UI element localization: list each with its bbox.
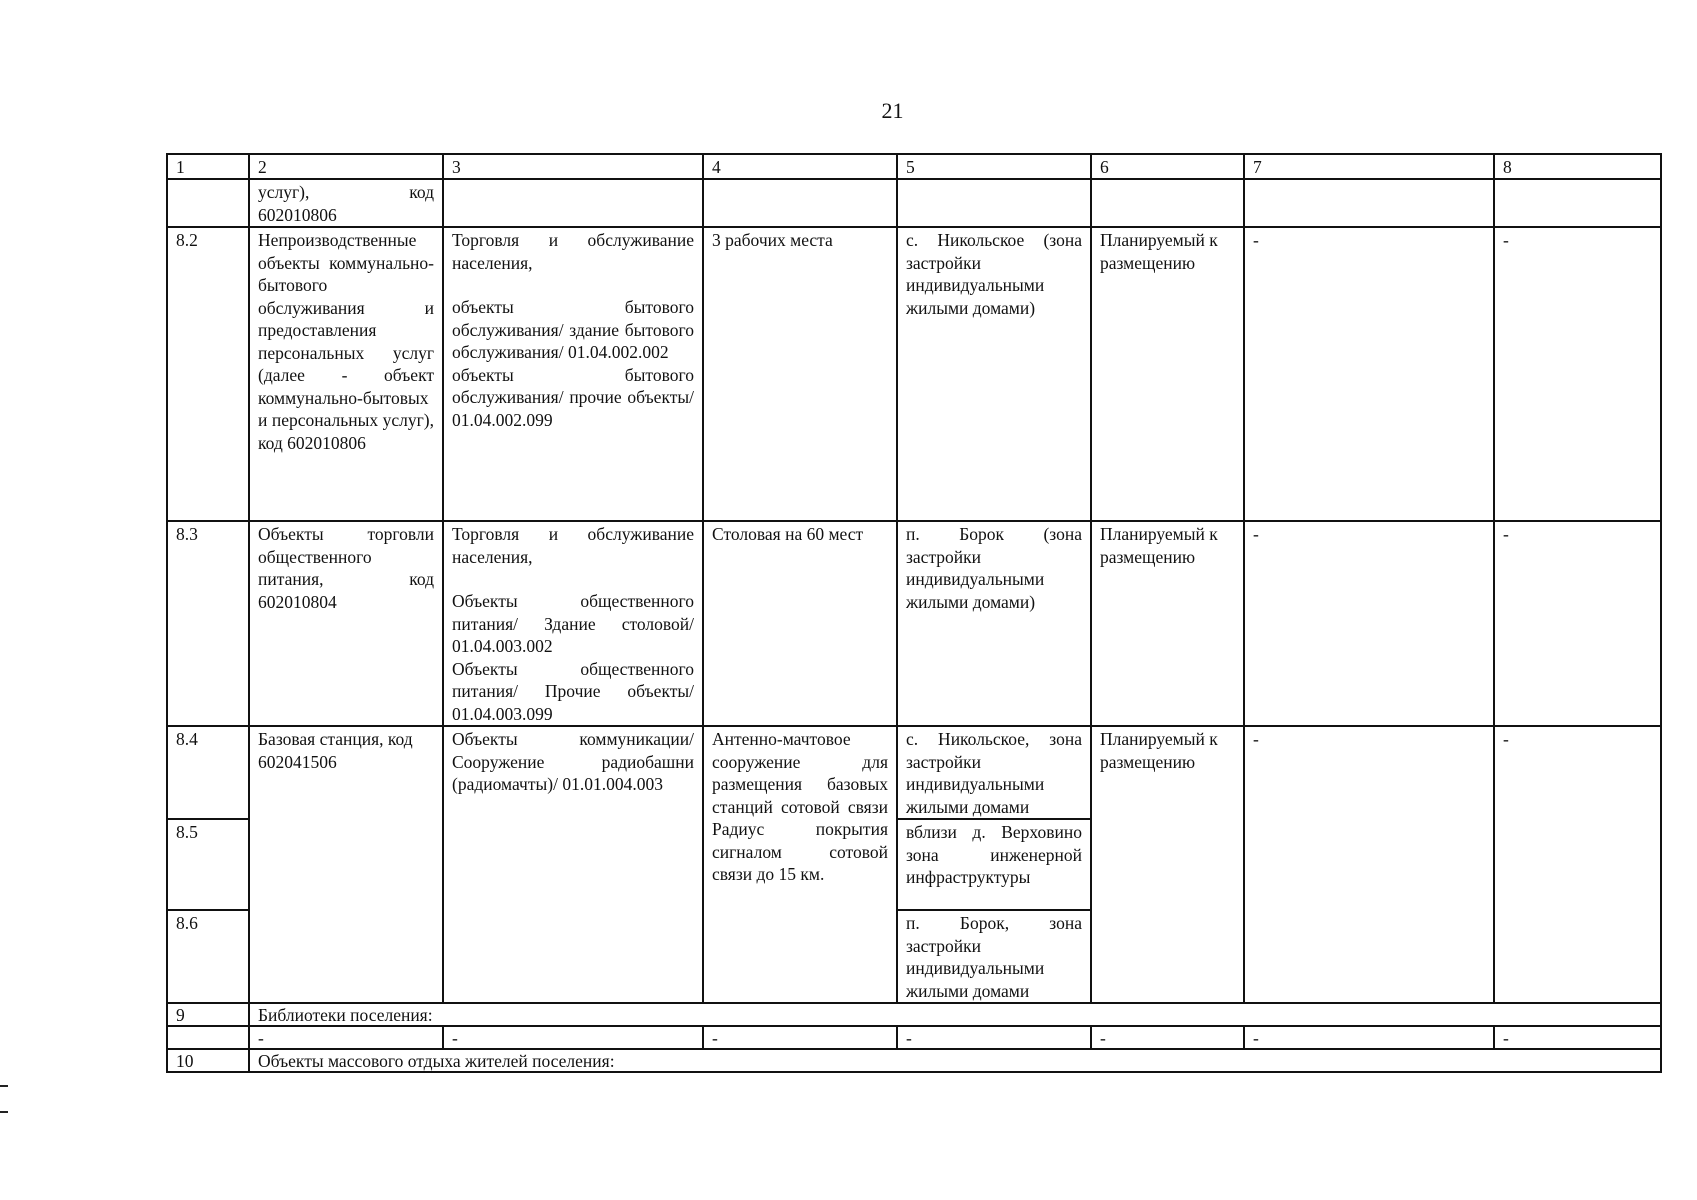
section-number: 10 xyxy=(167,1049,249,1072)
purpose-paragraph: Торговля и обслуживание населения, xyxy=(452,230,694,273)
section-title: Объекты массового отдыха жителей поселения: xyxy=(249,1049,1661,1072)
table-row-8-2 xyxy=(167,227,1661,521)
edge-tick xyxy=(0,1085,8,1087)
purpose-paragraph: объекты бытового обслуживания/ здание бытового обслуживания/ 01.04.002.002 xyxy=(452,297,694,362)
row-number: 8.6 xyxy=(167,910,249,1003)
column-number-2: 2 xyxy=(249,154,443,179)
page-number: 21 xyxy=(881,98,904,123)
object-status: Планируемый к размещению xyxy=(1091,726,1244,1003)
column-number-6: 6 xyxy=(1091,154,1244,179)
empty-data-row xyxy=(167,1026,1661,1049)
dash-cell: - xyxy=(443,1026,703,1049)
scan-edge-marks xyxy=(0,1085,8,1137)
section-row-10 xyxy=(167,1049,1661,1072)
object-location: п. Борок (зона застройки индивидуальными жилыми домами) xyxy=(897,521,1091,726)
object-location: вблизи д. Верховино зона инженерной инфраструктуры xyxy=(897,819,1091,910)
column-8-value: - xyxy=(1494,726,1661,1003)
continuation-code-label: код xyxy=(409,182,434,202)
continuation-name-cell xyxy=(249,179,443,227)
row-number: 8.4 xyxy=(167,726,249,819)
column-7-value: - xyxy=(1244,227,1494,521)
purpose-paragraph: объекты бытового обслуживания/ прочие объекты/ 01.04.002.099 xyxy=(452,364,694,430)
row-number: 8.2 xyxy=(167,227,249,521)
object-purpose xyxy=(443,227,703,521)
planned-objects-table xyxy=(166,153,1662,1073)
dash-cell: - xyxy=(1494,1026,1661,1049)
purpose-paragraph: Объекты общественного питания/ Прочие объекты/ 01.04.003.099 xyxy=(452,658,694,724)
object-name: Объекты торговли общественного питания, код 602010804 xyxy=(249,521,443,726)
column-8-value: - xyxy=(1494,227,1661,521)
column-number-7: 7 xyxy=(1244,154,1494,179)
dash-cell: - xyxy=(1244,1026,1494,1049)
column-number-5: 5 xyxy=(897,154,1091,179)
column-number-8: 8 xyxy=(1494,154,1661,179)
object-capacity: Антенно-мачтовое сооружение для размещения базовых станций сотовой связи Радиус покрытия сигналом сотовой связи до 15 км. xyxy=(703,726,897,1003)
column-7-value: - xyxy=(1244,726,1494,1003)
section-title: Библиотеки поселения: xyxy=(249,1003,1661,1026)
object-name: Непроизводственные объекты коммунально-бытового обслуживания и предоставления персональных услуг (далее - объект коммунально-бытовых и персональных услуг), код 602010806 xyxy=(249,227,443,521)
dash-cell: - xyxy=(1091,1026,1244,1049)
continuation-code: 602010806 xyxy=(258,204,337,225)
object-location: п. Борок, зона застройки индивидуальными жилыми домами xyxy=(897,910,1091,1003)
row-number: 8.3 xyxy=(167,521,249,726)
column-number-4: 4 xyxy=(703,154,897,179)
row-number: 8.5 xyxy=(167,819,249,910)
purpose-paragraph: Торговля и обслуживание населения, xyxy=(452,524,694,567)
object-purpose: Объекты коммуникации/ Сооружение радиобашни (радиомачты)/ 01.01.004.003 xyxy=(443,726,703,1003)
purpose-paragraph: Объекты общественного питания/ Здание столовой/ 01.04.003.002 xyxy=(452,591,694,656)
continuation-text: услуг), xyxy=(258,182,310,202)
section-number: 9 xyxy=(167,1003,249,1026)
column-8-value: - xyxy=(1494,521,1661,726)
dash-cell: - xyxy=(249,1026,443,1049)
column-number-row xyxy=(167,154,1661,179)
object-status: Планируемый к размещению xyxy=(1091,521,1244,726)
dash-cell: - xyxy=(703,1026,897,1049)
column-number-1: 1 xyxy=(167,154,249,179)
object-capacity: 3 рабочих места xyxy=(703,227,897,521)
continuation-row xyxy=(167,179,1661,227)
object-capacity: Столовая на 60 мест xyxy=(703,521,897,726)
section-row-9 xyxy=(167,1003,1661,1026)
object-status: Планируемый к размещению xyxy=(1091,227,1244,521)
object-purpose xyxy=(443,521,703,726)
object-location: с. Никольское (зона застройки индивидуальными жилыми домами) xyxy=(897,227,1091,521)
table-row-8-4 xyxy=(167,726,1661,819)
dash-cell: - xyxy=(897,1026,1091,1049)
object-location: с. Никольское, зона застройки индивидуальными жилыми домами xyxy=(897,726,1091,819)
column-number-3: 3 xyxy=(443,154,703,179)
table-row-8-3 xyxy=(167,521,1661,726)
object-name: Базовая станция, код 602041506 xyxy=(249,726,443,1003)
column-7-value: - xyxy=(1244,521,1494,726)
edge-tick xyxy=(0,1111,8,1113)
